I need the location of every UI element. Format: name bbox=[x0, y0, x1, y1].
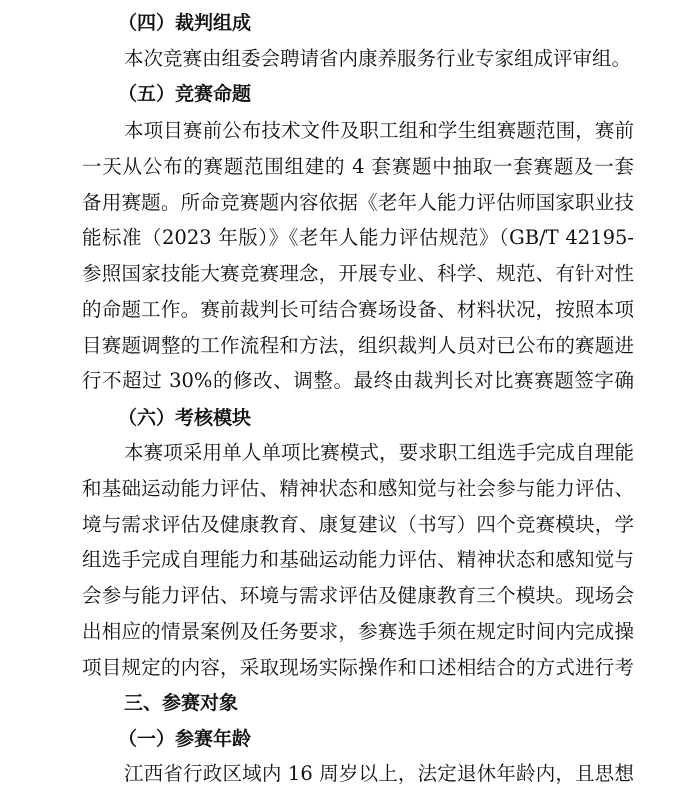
paragraph-line: 一天从公布的赛题范围组建的 4 套赛题中抽取一套赛题及一套 bbox=[82, 155, 634, 178]
paragraph-line: 会参与能力评估、环境与需求评估及健康教育三个模块。现场会 bbox=[82, 584, 634, 607]
paragraph-line: 本次竞赛由组委会聘请省内康养服务行业专家组成评审组。 bbox=[124, 47, 632, 70]
paragraph-line: 参照国家技能大赛竞赛理念，开展专业、科学、规范、有针对性 bbox=[82, 262, 634, 285]
section-heading-participant-age: （一）参赛年龄 bbox=[118, 728, 252, 750]
paragraph-line: 能标准（2023 年版）》《老年人能力评估规范》（GB/T 42195- bbox=[82, 226, 634, 249]
paragraph-line: 的命题工作。赛前裁判长可结合赛场设备、材料状况，按照本项 bbox=[82, 298, 634, 321]
section-heading-competition-topics: （五）竞赛命题 bbox=[118, 83, 252, 105]
paragraph-line: 组选手完成自理能力和基础运动能力评估、精神状态和感知觉与 bbox=[82, 548, 634, 571]
paragraph-line: 和基础运动能力评估、精神状态和感知觉与社会参与能力评估、 bbox=[82, 477, 634, 500]
paragraph-line: 目赛题调整的工作流程和方法，组织裁判人员对已公布的赛题进 bbox=[82, 334, 634, 357]
paragraph-line: 项目规定的内容，采取现场实际操作和口述相结合的方式进行考 bbox=[82, 656, 634, 679]
paragraph-line: 本赛项采用单人单项比赛模式，要求职工组选手完成自理能 bbox=[124, 441, 634, 464]
paragraph-line: 备用赛题。所命竞赛题内容依据《老年人能力评估师国家职业技 bbox=[82, 191, 634, 214]
paragraph-line: 行不超过 30%的修改、调整。最终由裁判长对比赛赛题签字确 bbox=[82, 369, 634, 392]
paragraph-line: 出相应的情景案例及任务要求，参赛选手须在规定时间内完成操 bbox=[82, 620, 634, 643]
chapter-heading-participants: 三、参赛对象 bbox=[124, 692, 239, 714]
section-heading-referee-composition: （四）裁判组成 bbox=[118, 12, 252, 34]
paragraph-line: 江西省行政区域内 16 周岁以上，法定退休年龄内，且思想 bbox=[124, 762, 634, 785]
paragraph-line: 本项目赛前公布技术文件及职工组和学生组赛题范围，赛前 bbox=[124, 119, 634, 142]
paragraph-line: 境与需求评估及健康教育、康复建议（书写）四个竞赛模块，学 bbox=[82, 513, 634, 536]
section-heading-assessment-modules: （六）考核模块 bbox=[118, 407, 252, 429]
